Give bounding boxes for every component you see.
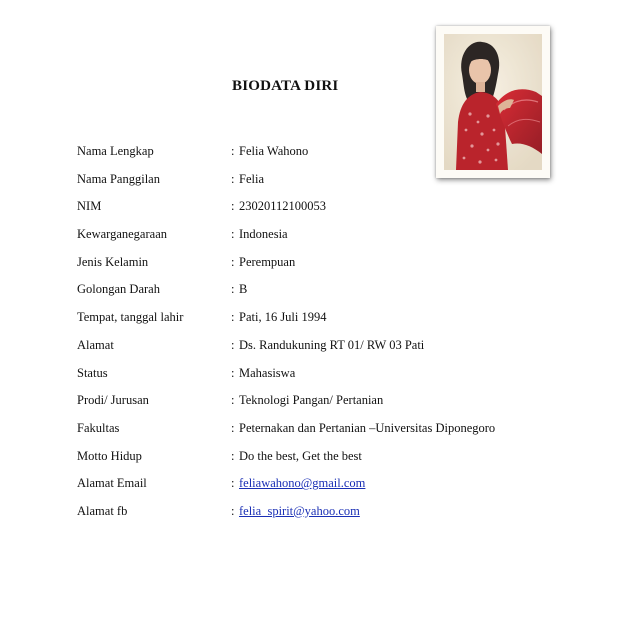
field-label: Prodi/ Jurusan <box>77 393 149 408</box>
field-separator: : <box>231 365 235 380</box>
biodata-row-kewarganegaraan <box>77 223 597 251</box>
field-separator: : <box>231 254 235 269</box>
field-label: Kewarganegaraan <box>77 227 167 242</box>
document-title: BIODATA DIRI <box>232 78 339 94</box>
field-separator: : <box>231 310 235 325</box>
biodata-row-alamat-email <box>77 472 597 500</box>
field-value: Teknologi Pangan/ Pertanian <box>239 393 384 408</box>
email-link[interactable]: feliawahono@gmail.com <box>239 476 366 491</box>
field-value: Pati, 16 Juli 1994 <box>239 310 327 325</box>
field-separator: : <box>231 337 235 352</box>
biodata-row-prodi-jurusan <box>77 389 597 417</box>
field-value: Ds. Randukuning RT 01/ RW 03 Pati <box>239 337 425 352</box>
facebook-link[interactable]: felia_spirit@yahoo.com <box>239 503 360 518</box>
field-label: Nama Panggilan <box>77 171 160 186</box>
field-label: Alamat fb <box>77 503 128 518</box>
field-label: Alamat Email <box>77 476 147 491</box>
field-label: Alamat <box>77 337 114 352</box>
field-value: Mahasiswa <box>239 365 296 380</box>
field-label: Jenis Kelamin <box>77 254 149 269</box>
field-label: Tempat, tanggal lahir <box>77 310 184 325</box>
biodata-row-fakultas <box>77 417 597 445</box>
field-separator: : <box>231 282 235 297</box>
biodata-row-alamat-fb <box>77 500 597 528</box>
biodata-row-nim <box>77 195 597 223</box>
field-value: Felia <box>239 171 264 186</box>
field-value: Perempuan <box>239 254 296 269</box>
field-label: Motto Hidup <box>77 448 142 463</box>
field-separator: : <box>231 171 235 186</box>
field-separator: : <box>231 448 235 463</box>
field-separator: : <box>231 420 235 435</box>
field-separator: : <box>231 393 235 408</box>
field-label: Fakultas <box>77 420 120 435</box>
field-value: 23020112100053 <box>239 199 327 214</box>
field-label: NIM <box>77 199 102 214</box>
field-value: Felia Wahono <box>239 144 309 158</box>
field-separator: : <box>231 227 235 242</box>
biodata-row-jenis-kelamin <box>77 251 597 279</box>
biodata-row-nama-lengkap <box>77 140 597 168</box>
field-value: Indonesia <box>239 227 288 242</box>
biodata-row-nama-panggilan <box>77 168 597 196</box>
biodata-row-tempat-tanggal-lahir <box>77 306 597 334</box>
field-value: Do the best, Get the best <box>239 448 362 463</box>
field-value: Peternakan dan Pertanian –Universitas Diponegoro <box>239 420 496 435</box>
field-label: Nama Lengkap <box>77 144 154 158</box>
biodata-row-motto-hidup <box>77 445 597 473</box>
field-label: Golongan Darah <box>77 282 160 297</box>
biodata-row-status <box>77 362 597 390</box>
field-separator: : <box>231 476 235 491</box>
biodata-row-golongan-darah <box>77 278 597 306</box>
biodata-row-alamat <box>77 334 597 362</box>
field-separator: : <box>231 199 235 214</box>
field-value: B <box>239 282 248 297</box>
field-separator: : <box>231 144 235 158</box>
biodata-table <box>77 140 597 528</box>
field-label: Status <box>77 365 108 380</box>
field-separator: : <box>231 503 235 518</box>
